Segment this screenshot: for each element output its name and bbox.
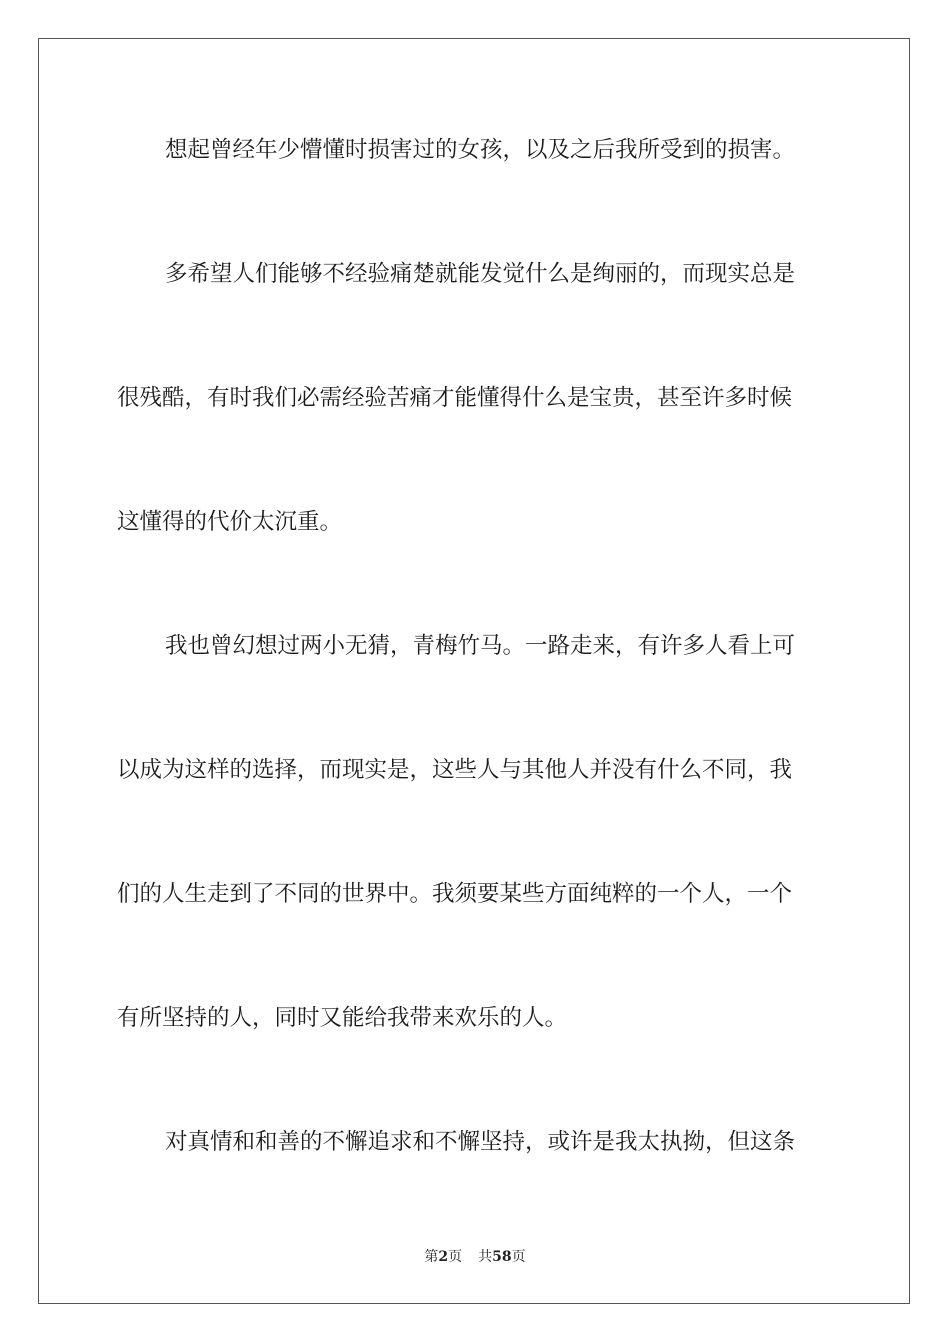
- paragraph-1-line-1: 想起曾经年少懵懂时损害过的女孩，以及之后我所受到的损害。: [165, 137, 796, 163]
- page-label-suffix: 页: [448, 1249, 463, 1265]
- paragraph-2-line-3: 这懂得的代价太沉重。: [117, 509, 343, 535]
- paragraph-3-line-4: 有所坚持的人，同时又能给我带来欢乐的人。: [117, 1005, 568, 1031]
- total-label-prefix: 共: [478, 1249, 493, 1265]
- total-page-count: 58: [492, 1249, 512, 1265]
- page-label-prefix: 第: [424, 1249, 439, 1265]
- total-label-suffix: 页: [511, 1249, 526, 1265]
- paragraph-4-line-1: 对真情和和善的不懈追求和不懈坚持，或许是我太执拗，但这条: [165, 1129, 796, 1155]
- paragraph-2-line-1: 多希望人们能够不经验痛楚就能发觉什么是绚丽的，而现实总是: [165, 261, 796, 287]
- page-border: [38, 38, 910, 1304]
- paragraph-3-line-2: 以成为这样的选择，而现实是，这些人与其他人并没有什么不同，我: [117, 757, 793, 783]
- paragraph-3-line-1: 我也曾幻想过两小无猜，青梅竹马。一路走来，有许多人看上可: [165, 633, 796, 659]
- paragraph-2-line-2: 很残酷，有时我们必需经验苦痛才能懂得什么是宝贵，甚至许多时候: [117, 385, 793, 411]
- current-page-number: 2: [438, 1249, 449, 1265]
- page-footer: [0, 1248, 950, 1266]
- paragraph-3-line-3: 们的人生走到了不同的世界中。我须要某些方面纯粹的一个人，一个: [117, 881, 793, 907]
